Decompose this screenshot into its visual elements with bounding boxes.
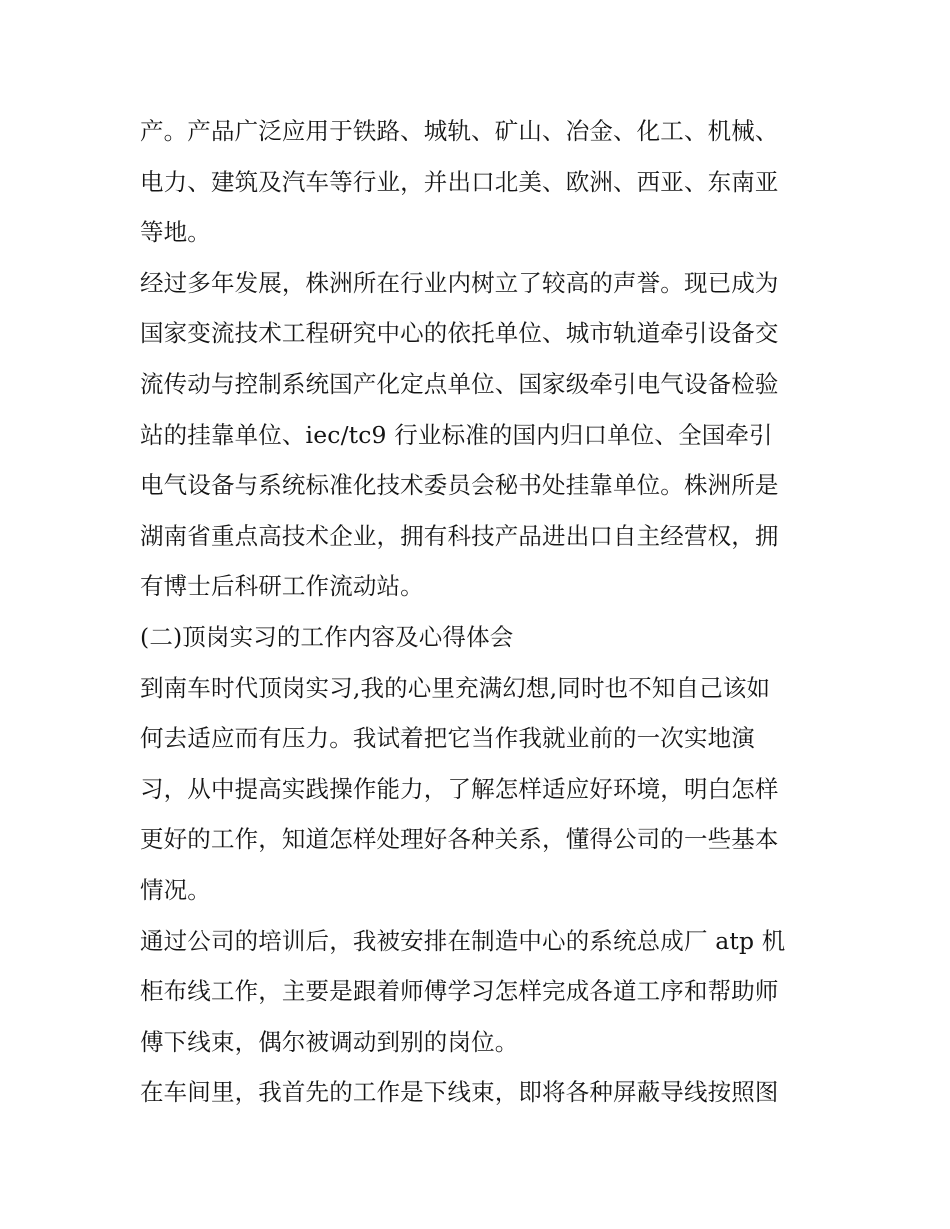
section-heading: (二)顶岗实习的工作内容及心得体会 [140, 622, 514, 651]
text-line: 站的挂靠单位、iec/tc9 行业标准的国内归口单位、全国牵引 [140, 420, 773, 449]
text-line: 到南车时代顶岗实习,我的心里充满幻想,同时也不知自己该如 [140, 673, 771, 702]
text-line: 通过公司的培训后，我被安排在制造中心的系统总成厂 atp 机 [140, 926, 786, 955]
text-line: 电力、建筑及汽车等行业，并出口北美、欧洲、西亚、东南亚 [140, 167, 779, 196]
text-line: 经过多年发展，株洲所在行业内树立了较高的声誉。现已成为 [140, 268, 779, 297]
text-line: 产。产品广泛应用于铁路、城轨、矿山、冶金、化工、机械、 [140, 117, 779, 145]
text-line: 在车间里，我首先的工作是下线束，即将各种屏蔽导线按照图 [140, 1078, 779, 1107]
text-line: 何去适应而有压力。我试着把它当作我就业前的一次实地演 [140, 724, 755, 753]
document-body [140, 106, 820, 1118]
text-line: 傅下线束，偶尔被调动到别的岗位。 [140, 1027, 519, 1056]
text-line: 情况。 [140, 875, 211, 904]
text-line: 更好的工作，知道怎样处理好各种关系，懂得公司的一些基本 [140, 825, 779, 854]
text-line: 电气设备与系统标准化技术委员会秘书处挂靠单位。株洲所是 [140, 471, 779, 500]
text-line: 柜布线工作，主要是跟着师傅学习怎样完成各道工序和帮助师 [140, 977, 779, 1006]
text-line: 湖南省重点高技术企业，拥有科技产品进出口自主经营权，拥 [140, 521, 779, 550]
text-line: 习，从中提高实践操作能力，了解怎样适应好环境，明白怎样 [140, 774, 779, 803]
text-line: 流传动与控制系统国产化定点单位、国家级牵引电气设备检验 [140, 369, 779, 398]
text-line: 有博士后科研工作流动站。 [140, 572, 424, 601]
text-line: 等地。 [140, 218, 211, 247]
text-line: 国家变流技术工程研究中心的依托单位、城市轨道牵引设备交 [140, 319, 779, 348]
